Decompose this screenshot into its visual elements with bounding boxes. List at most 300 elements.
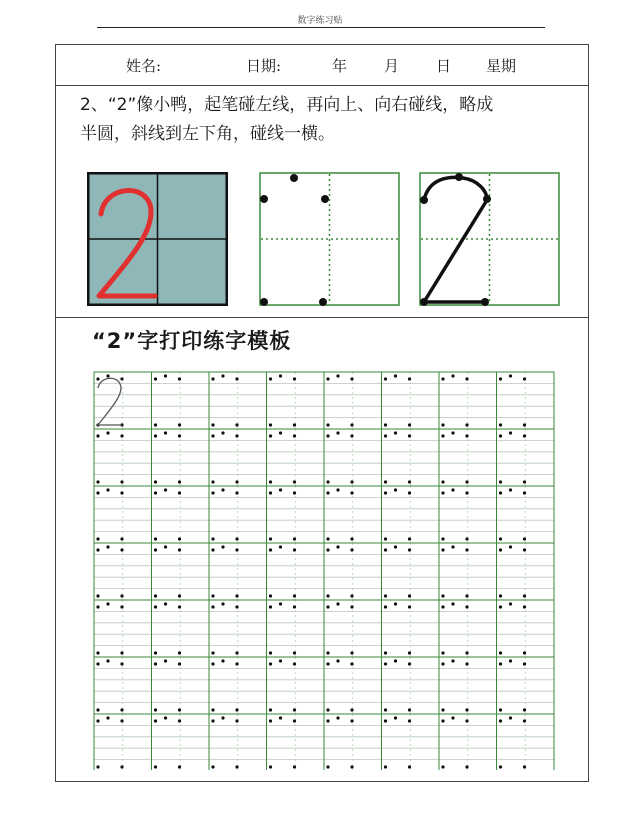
- guide-dot: [509, 374, 512, 377]
- guide-dot: [106, 659, 109, 662]
- guide-dot: [326, 548, 329, 551]
- guide-dot: [523, 708, 526, 711]
- guide-dot: [451, 374, 454, 377]
- guide-dot: [269, 708, 272, 711]
- guide-dot: [164, 659, 167, 662]
- guide-dot: [319, 298, 327, 306]
- guide-dot: [120, 719, 123, 722]
- guide-dot: [384, 377, 387, 380]
- guide-dot: [221, 488, 224, 491]
- guide-dot: [441, 719, 444, 722]
- guide-dot: [523, 662, 526, 665]
- guide-dot: [106, 431, 109, 434]
- guide-dot: [509, 602, 512, 605]
- guide-dot: [269, 765, 272, 768]
- guide-dot: [408, 662, 411, 665]
- guide-dot: [154, 537, 157, 540]
- guide-dot: [178, 423, 181, 426]
- guide-dot: [178, 719, 181, 722]
- guide-dot: [178, 537, 181, 540]
- guide-dot: [293, 548, 296, 551]
- guide-dot: [509, 431, 512, 434]
- guide-dot: [408, 765, 411, 768]
- guide-dot: [441, 491, 444, 494]
- guide-dot: [154, 480, 157, 483]
- guide-dot: [465, 594, 468, 597]
- guide-dot: [465, 377, 468, 380]
- guide-dot: [106, 716, 109, 719]
- date-label: 日期:: [246, 57, 282, 75]
- guide-dot: [523, 719, 526, 722]
- guide-dot: [279, 659, 282, 662]
- guide-dot: [455, 173, 463, 181]
- practice-cell: [324, 429, 382, 486]
- practice-cell: [497, 600, 555, 657]
- guide-dot: [523, 605, 526, 608]
- practice-cell: [382, 543, 440, 600]
- practice-cell: [209, 486, 267, 543]
- guide-dot: [235, 605, 238, 608]
- guide-dot: [350, 537, 353, 540]
- guide-dot: [279, 716, 282, 719]
- guide-dot: [499, 708, 502, 711]
- guide-dot: [269, 605, 272, 608]
- guide-dot: [350, 480, 353, 483]
- header-rule: [97, 27, 545, 28]
- guide-dot: [154, 491, 157, 494]
- guide-dot: [154, 719, 157, 722]
- guide-dot: [350, 662, 353, 665]
- guide-dot: [293, 594, 296, 597]
- guide-dot: [293, 708, 296, 711]
- guide-dot: [260, 195, 268, 203]
- guide-dot: [394, 488, 397, 491]
- guide-dot: [178, 594, 181, 597]
- practice-cell: [497, 486, 555, 543]
- guide-dot: [350, 708, 353, 711]
- guide-dot: [465, 434, 468, 437]
- guide-dot: [408, 708, 411, 711]
- practice-cell: [439, 372, 497, 429]
- guide-dot: [326, 491, 329, 494]
- practice-cell: [267, 543, 325, 600]
- guide-dot: [293, 491, 296, 494]
- guide-dot: [350, 423, 353, 426]
- guide-dot: [269, 662, 272, 665]
- guide-dot: [394, 431, 397, 434]
- guide-dot: [451, 488, 454, 491]
- guide-dot: [336, 716, 339, 719]
- guide-dot: [154, 662, 157, 665]
- guide-dot: [441, 605, 444, 608]
- guide-dot: [499, 594, 502, 597]
- guide-dot: [523, 480, 526, 483]
- guide-dot: [235, 548, 238, 551]
- practice-cell: [152, 600, 210, 657]
- guide-dot: [350, 605, 353, 608]
- guide-dot: [120, 548, 123, 551]
- guide-dot: [321, 195, 329, 203]
- guide-dot: [465, 708, 468, 711]
- guide-dot: [164, 374, 167, 377]
- guide-dot: [96, 434, 99, 437]
- guide-dot: [384, 537, 387, 540]
- practice-cell: [267, 372, 325, 429]
- guide-dot: [350, 594, 353, 597]
- guide-dot: [384, 423, 387, 426]
- guide-dot: [293, 651, 296, 654]
- practice-cell: [94, 657, 152, 714]
- guide-dot: [269, 719, 272, 722]
- guide-dot: [336, 374, 339, 377]
- guide-dot: [408, 537, 411, 540]
- guide-dot: [211, 594, 214, 597]
- guide-dot: [326, 423, 329, 426]
- guide-dot: [235, 708, 238, 711]
- guide-dot: [408, 491, 411, 494]
- guide-dot: [293, 662, 296, 665]
- guide-dot: [96, 548, 99, 551]
- practice-cell: [497, 372, 555, 429]
- guide-dot: [120, 651, 123, 654]
- guide-dot: [465, 719, 468, 722]
- practice-cell: [439, 657, 497, 714]
- guide-dot: [211, 719, 214, 722]
- guide-dot: [269, 548, 272, 551]
- guide-dot: [279, 374, 282, 377]
- guide-dot: [499, 548, 502, 551]
- guide-dot: [350, 651, 353, 654]
- guide-dot: [269, 594, 272, 597]
- guide-dot: [96, 594, 99, 597]
- guide-dot: [211, 708, 214, 711]
- guide-dot: [465, 651, 468, 654]
- guide-dot: [178, 651, 181, 654]
- guide-dot: [350, 765, 353, 768]
- guide-dot: [408, 594, 411, 597]
- guide-dot: [221, 659, 224, 662]
- section-divider: [56, 317, 588, 318]
- practice-cell: [267, 486, 325, 543]
- guide-dot: [293, 377, 296, 380]
- guide-dot: [523, 651, 526, 654]
- guide-dot: [96, 662, 99, 665]
- guide-dot: [235, 662, 238, 665]
- guide-dot: [441, 765, 444, 768]
- guide-dot: [164, 431, 167, 434]
- guide-dot: [235, 480, 238, 483]
- guide-dot: [120, 377, 123, 380]
- day-label: 日: [436, 57, 452, 75]
- practice-cell: [497, 657, 555, 714]
- guide-dot: [211, 662, 214, 665]
- guide-dot: [499, 377, 502, 380]
- practice-cell: [439, 486, 497, 543]
- guide-dot: [269, 434, 272, 437]
- practice-cell: [497, 429, 555, 486]
- guide-dot: [420, 196, 428, 204]
- guide-dot: [408, 377, 411, 380]
- practice-cell: [439, 600, 497, 657]
- guide-dot: [211, 423, 214, 426]
- month-label: 月: [384, 57, 400, 75]
- guide-dot: [326, 651, 329, 654]
- guide-dot: [326, 537, 329, 540]
- guide-dot: [235, 594, 238, 597]
- guide-dot: [96, 377, 99, 380]
- guide-dot: [523, 491, 526, 494]
- guide-dot: [441, 708, 444, 711]
- practice-cell: [267, 600, 325, 657]
- guide-dot: [394, 545, 397, 548]
- guide-dot: [211, 765, 214, 768]
- instruction-line-1: 2、“2”像小鸭，起笔碰左线，再向上、向右碰线，略成: [80, 95, 494, 115]
- guide-dot: [326, 480, 329, 483]
- practice-cell: [152, 543, 210, 600]
- guide-dot: [523, 594, 526, 597]
- guide-dot: [211, 434, 214, 437]
- demo-row: [56, 45, 588, 315]
- guide-dot: [221, 716, 224, 719]
- practice-cell: [152, 657, 210, 714]
- practice-cell: [382, 429, 440, 486]
- guide-dot: [164, 488, 167, 491]
- guide-dot: [499, 491, 502, 494]
- practice-cell: [209, 372, 267, 429]
- practice-cell: [209, 600, 267, 657]
- guide-dot: [499, 537, 502, 540]
- guide-dot: [154, 594, 157, 597]
- guide-dot: [451, 602, 454, 605]
- guide-dot: [269, 491, 272, 494]
- guide-dot: [326, 765, 329, 768]
- guide-dot: [106, 602, 109, 605]
- year-label: 年: [332, 57, 348, 75]
- practice-cell: [209, 657, 267, 714]
- guide-dot: [499, 765, 502, 768]
- guide-dot: [96, 480, 99, 483]
- guide-dot: [211, 491, 214, 494]
- guide-dot: [326, 708, 329, 711]
- practice-cell: [152, 486, 210, 543]
- practice-cell: [382, 600, 440, 657]
- practice-grid: [92, 370, 556, 770]
- guide-dot: [465, 423, 468, 426]
- guide-dot: [211, 377, 214, 380]
- guide-dot: [178, 434, 181, 437]
- practice-cell: [324, 486, 382, 543]
- guide-dot: [499, 480, 502, 483]
- guide-dot: [509, 716, 512, 719]
- practice-cell: [152, 429, 210, 486]
- guide-dot: [384, 434, 387, 437]
- guide-dot: [420, 298, 428, 306]
- guide-dot: [279, 545, 282, 548]
- guide-dot: [336, 602, 339, 605]
- practice-cell: [382, 372, 440, 429]
- guide-dot: [509, 659, 512, 662]
- guide-dot: [451, 431, 454, 434]
- guide-dot: [293, 480, 296, 483]
- guide-dot: [293, 719, 296, 722]
- guide-dot: [499, 434, 502, 437]
- guide-dot: [336, 659, 339, 662]
- guide-dot: [269, 423, 272, 426]
- guide-dot: [326, 605, 329, 608]
- name-label: 姓名:: [126, 57, 162, 75]
- guide-dot: [293, 765, 296, 768]
- practice-cell: [94, 600, 152, 657]
- guide-dot: [235, 491, 238, 494]
- guide-dot: [293, 434, 296, 437]
- worksheet: [55, 44, 589, 782]
- guide-dot: [279, 431, 282, 434]
- guide-dot: [408, 719, 411, 722]
- guide-dot: [178, 377, 181, 380]
- guide-dot: [384, 491, 387, 494]
- guide-dot: [384, 719, 387, 722]
- practice-cell: [382, 486, 440, 543]
- template-title: “2”字打印练字模板: [92, 329, 292, 353]
- guide-dot: [178, 662, 181, 665]
- instruction-line-2: 半圆，斜线到左下角，碰线一横。: [80, 124, 335, 144]
- guide-dot: [279, 602, 282, 605]
- guide-dot: [384, 708, 387, 711]
- guide-dot: [408, 605, 411, 608]
- guide-dot: [499, 662, 502, 665]
- guide-dot: [465, 480, 468, 483]
- guide-dot: [154, 651, 157, 654]
- guide-dot: [326, 662, 329, 665]
- guide-dot: [154, 377, 157, 380]
- guide-dot: [465, 765, 468, 768]
- guide-dot: [96, 605, 99, 608]
- guide-dot: [106, 488, 109, 491]
- guide-dot: [408, 548, 411, 551]
- guide-dot: [178, 708, 181, 711]
- guide-dot: [120, 594, 123, 597]
- guide-dot: [235, 434, 238, 437]
- guide-dot: [499, 605, 502, 608]
- guide-dot: [211, 548, 214, 551]
- practice-cell: [94, 429, 152, 486]
- guide-dot: [499, 719, 502, 722]
- page-header-title: 数字练习贴: [297, 16, 343, 26]
- guide-dot: [164, 545, 167, 548]
- guide-dot: [336, 488, 339, 491]
- guide-dot: [164, 716, 167, 719]
- guide-dot: [384, 480, 387, 483]
- guide-dot: [211, 480, 214, 483]
- guide-dot: [154, 708, 157, 711]
- practice-cell: [324, 600, 382, 657]
- guide-dot: [120, 434, 123, 437]
- guide-dot: [293, 605, 296, 608]
- guide-dot: [465, 491, 468, 494]
- guide-dot: [350, 491, 353, 494]
- guide-dot: [211, 537, 214, 540]
- guide-dot: [154, 548, 157, 551]
- guide-dot: [350, 434, 353, 437]
- guide-dot: [483, 195, 491, 203]
- guide-dot: [326, 594, 329, 597]
- practice-cell: [209, 429, 267, 486]
- guide-dot: [394, 716, 397, 719]
- guide-dot: [154, 423, 157, 426]
- guide-dot: [293, 537, 296, 540]
- guide-dot: [481, 298, 489, 306]
- guide-dot: [120, 708, 123, 711]
- guide-dot: [326, 719, 329, 722]
- guide-dot: [509, 488, 512, 491]
- guide-dot: [154, 605, 157, 608]
- guide-dot: [120, 605, 123, 608]
- practice-cell: [209, 543, 267, 600]
- guide-dot: [211, 605, 214, 608]
- guide-dot: [384, 651, 387, 654]
- guide-dot: [96, 651, 99, 654]
- guide-dot: [384, 548, 387, 551]
- practice-cell: [152, 372, 210, 429]
- weekday-label: 星期: [486, 57, 517, 75]
- guide-dot: [178, 765, 181, 768]
- guide-dot: [235, 377, 238, 380]
- practice-cell: [267, 657, 325, 714]
- guide-dot: [96, 537, 99, 540]
- guide-dot: [326, 434, 329, 437]
- guide-dot: [106, 374, 109, 377]
- guide-dot: [178, 548, 181, 551]
- guide-dot: [164, 602, 167, 605]
- guide-dot: [154, 765, 157, 768]
- guide-dot: [523, 765, 526, 768]
- guide-dot: [384, 594, 387, 597]
- guide-dot: [106, 545, 109, 548]
- guide-dot: [120, 480, 123, 483]
- guide-dot: [499, 423, 502, 426]
- guide-dot: [336, 431, 339, 434]
- guide-dot: [523, 423, 526, 426]
- guide-dot: [408, 434, 411, 437]
- guide-dot: [96, 765, 99, 768]
- guide-dot: [441, 651, 444, 654]
- guide-dot: [384, 605, 387, 608]
- guide-dot: [235, 719, 238, 722]
- guide-dot: [178, 491, 181, 494]
- guide-dot: [441, 423, 444, 426]
- guide-dot: [441, 537, 444, 540]
- guide-dot: [408, 480, 411, 483]
- guide-dot: [120, 491, 123, 494]
- guide-dot: [509, 545, 512, 548]
- guide-dot: [120, 662, 123, 665]
- guide-dot: [154, 434, 157, 437]
- guide-dot: [120, 765, 123, 768]
- guide-dot: [178, 480, 181, 483]
- guide-dot: [96, 491, 99, 494]
- guide-dot: [523, 434, 526, 437]
- guide-dot: [178, 605, 181, 608]
- guide-dot: [269, 377, 272, 380]
- practice-cell: [382, 657, 440, 714]
- guide-dot: [235, 765, 238, 768]
- practice-cell: [94, 543, 152, 600]
- guide-dot: [96, 708, 99, 711]
- guide-dot: [120, 537, 123, 540]
- guide-dot: [221, 602, 224, 605]
- guide-dot: [441, 434, 444, 437]
- practice-cell: [497, 543, 555, 600]
